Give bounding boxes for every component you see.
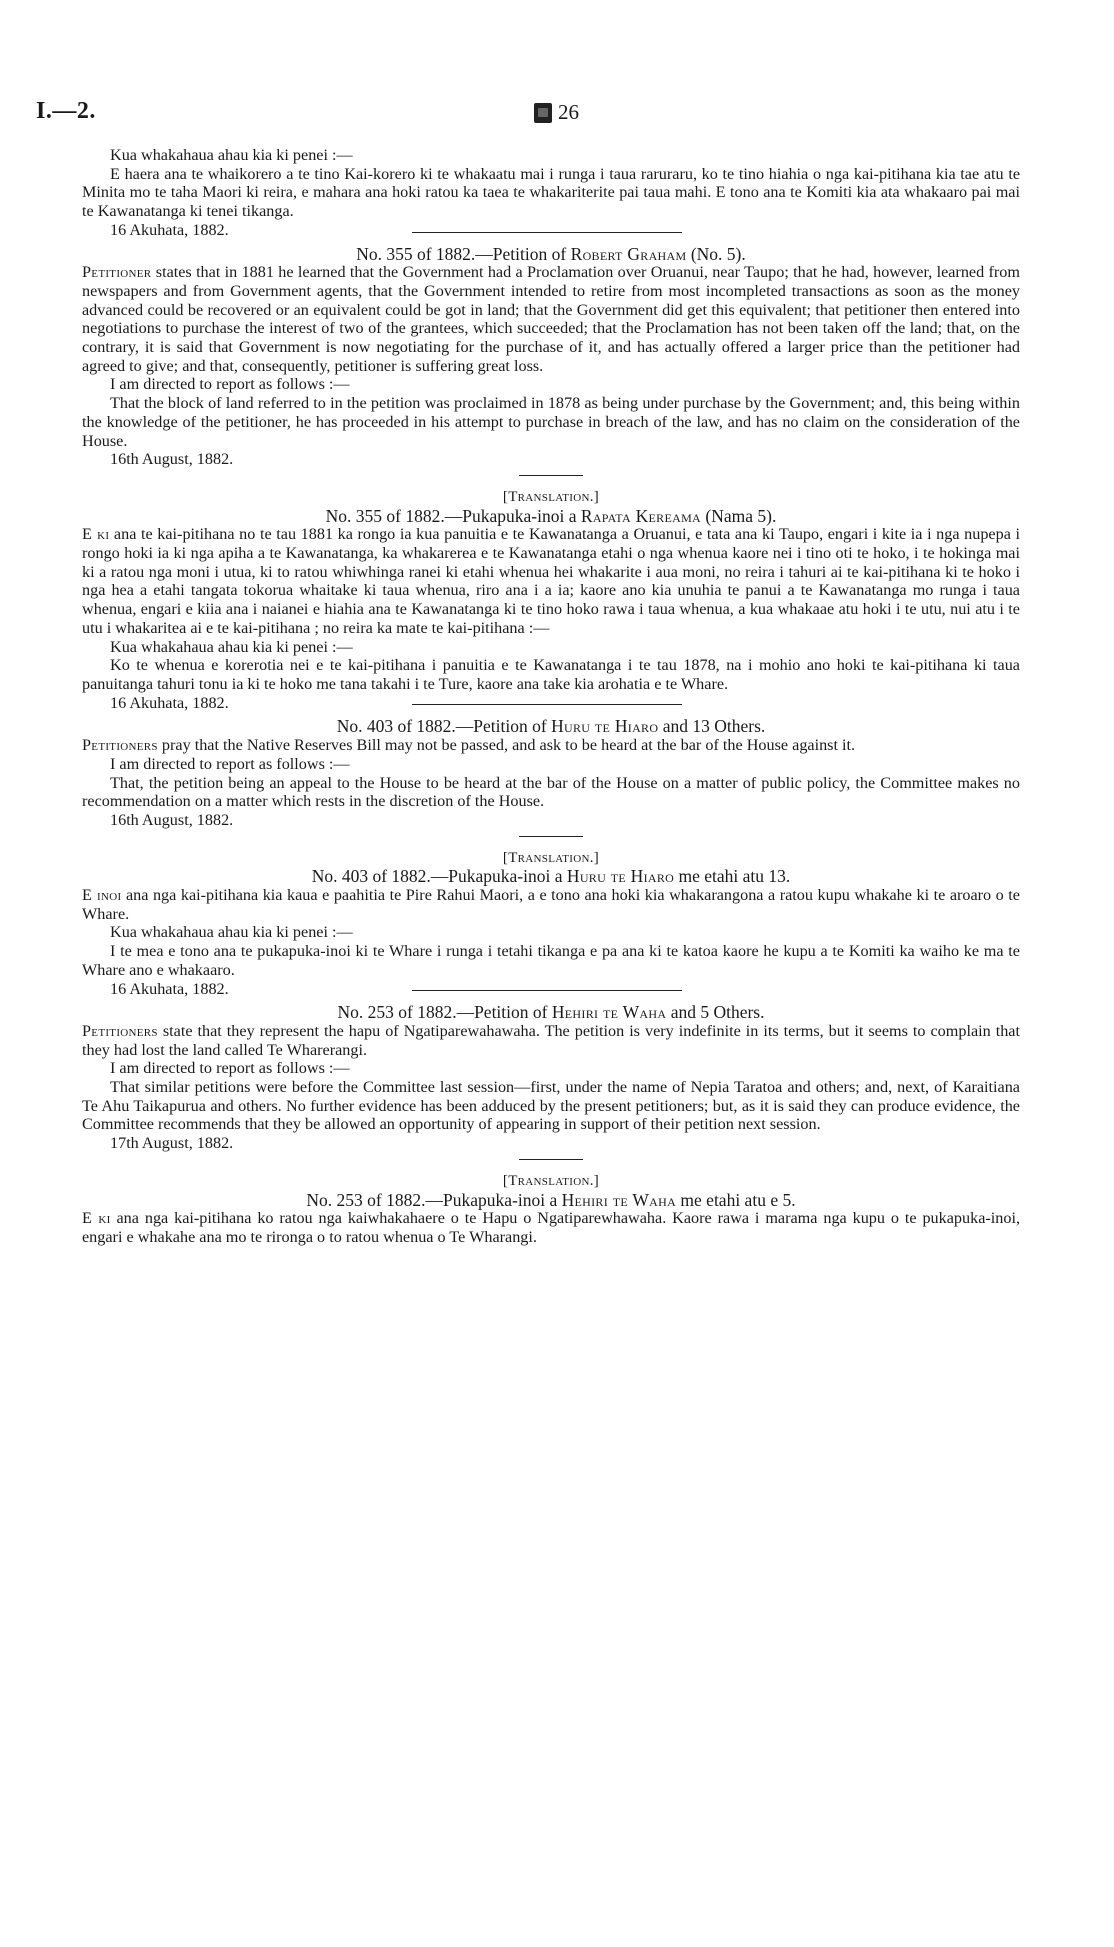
directed-line: I am directed to report as follows :—: [110, 1059, 350, 1078]
petition-text: ana te kai-pitihana no te tau 1881 ka rongo ia kua panuitia e te Kawanatanga a Oruanui, e tata ana ki Taupo, engari i kite ia i nga nupepa i rongo hoki ia ki nga apiha a te Kawanatanga, ka whakarerea e te Kawanatanga etahi o nga whenua kaore nei i tino oti te hoko, i te hokinga mai ki a ratou nga moni i utua, ki to ratou whiwhinga ranei ki etahi whenua hei whakarite i aua moni, no reira i tahuri ai te kai-pitihana ki te hoko i nga hea a etahi tangata tokorua whaitake ki taua whenua, riro ana i a ia; kaore ano kia unuhia te panui a te Kawanatanga mo runga i taua whenua, engari e kiia ana i naianei e hiahia ana te Kawanatanga ki te tino hoko rawa i taua whenua, a kua whakaae atu hoki i te utu, nui atu i te utu i whakaritea ai e te kai-pitihana ; no reira ka mate te kai-pitihana :—: [82, 525, 1020, 637]
petition-text: ana nga kai-pitihana ko ratou nga kaiwhakahaere o te Hapu o Ngatiparewhawaha. Kaore rawa i marama nga kupu o te pukapuka-inoi, engari e whakahe ana mo te rironga o to ratou whenua o Te Wharangi.: [82, 1209, 1020, 1246]
lead-word: Petitioner: [82, 263, 152, 282]
report-paragraph: That similar petitions were before the Committee last session—first, under the name of Nepia Taratoa and others; and, next, of Karaitiana Te Ahu Taikapurua and others. No further evidence has been adduced by the present petitioners; but, as it is said they can produce evidence, the Committee recommends that they be allowed an opportunity of appearing in support of their petition next session.: [82, 1078, 1020, 1134]
directed-line: Kua whakahaua ahau kia ki penei :—: [110, 637, 353, 656]
translation-label: [Translation.]: [502, 1172, 600, 1189]
lead-word: E ki: [82, 525, 110, 544]
petition-text: pray that the Native Reserves Bill may not be passed, and ask to be heard at the bar of the House against it.: [157, 736, 856, 755]
petition-paragraph: [82, 886, 1020, 923]
heading-number: No. 403 of 1882.—Petition of: [336, 716, 552, 737]
directed-line: Kua whakahaua ahau kia ki penei :—: [110, 146, 353, 164]
petition-heading: [82, 1003, 1020, 1022]
lead-word: Petitioners: [82, 736, 158, 755]
heading-number: No. 403 of 1882.—Pukapuka-inoi a: [311, 866, 567, 887]
petition-paragraph: [82, 736, 1020, 755]
petition-text: states that in 1881 he learned that the Government had a Proclamation over Oruanui, near Taupo; that he had, however, learned from newspapers and from Government agents, that the Government intended to retire from most incompleted transactions as soon as the money advanced could be recovered or an equivalent could be got in land; that the Government did get this equivalent; that petitioner then entered into negotiations to purchase the interest of two of the grantees, which succeeded; that the Proclamation has not been taken off the land; that, on the contrary, it is said that Government is now negotiating for the purchase of it, and has actually offered a larger price than the petitioner had agreed to give; and that, consequently, petitioner is suffering great loss.: [82, 263, 1020, 375]
heading-number: No. 253 of 1882.—Pukapuka-inoi a: [306, 1189, 562, 1210]
petition-text: ana nga kai-pitihana kia kaua e paahitia te Pire Rahui Maori, a e tono ana hoki kia whakarangona a ratou kupu whakahe ki te aroaro o te Whare.: [82, 886, 1020, 923]
report-paragraph: E haera ana te whaikorero a te tino Kai-korero ki te whakaatu mai i runga i taua raruraru, ko te tino hiahia o nga kai-pitihana kia tae atu te Minita mo te taha Maori ki reira, e mahara ana hoki ratou ka taea te whakariterite pai taua mahi. E tono ana te Komiti kia ata whakaaro pai mai te Kawanatanga ki tenei tikanga.: [82, 164, 1020, 221]
report-date: 17th August, 1882.: [110, 1134, 234, 1153]
petitioner-name: Huru te Hiaro: [551, 716, 659, 737]
petition-heading: [82, 717, 1020, 736]
heading-suffix: (No. 5).: [686, 243, 746, 264]
petitioner-name: Huru te Hiaro: [566, 866, 675, 887]
printer-seal-icon: [534, 103, 552, 123]
petitioner-name: Robert Graham: [570, 243, 687, 264]
petition-paragraph: [82, 263, 1020, 375]
heading-number: No. 355 of 1882.—Petition of: [356, 243, 571, 264]
lead-word: E ki: [82, 1209, 111, 1228]
report-paragraph: Ko te whenua e korerotia nei e te kai-pitihana i panuitia e te Kawanatanga i te tau 1878, na i mohio ano hoki te kai-pitihana ki taua panuitanga tahuri tonu ia ki te hoko me tana takahi i te Ture, kaore ana take kia arohatia e te Whare.: [82, 656, 1020, 693]
heading-suffix: me etahi atu e 5.: [676, 1189, 796, 1210]
lead-word: E inoi: [82, 886, 122, 905]
report-date: 16th August, 1882.: [110, 810, 234, 829]
report-date: 16th August, 1882.: [110, 450, 234, 469]
page-reference: I.—2.: [36, 98, 96, 124]
petition-heading: [82, 1191, 1020, 1210]
report-date: 16 Akuhata, 1882.: [110, 220, 229, 239]
report-paragraph: That the block of land referred to in the petition was proclaimed in 1878 as being under purchase by the Government; and, this being within the knowledge of the petitioner, he has proceeded in his attempt to purchase in breach of the law, and has no claim on the consideration of the House.: [82, 394, 1020, 450]
translation-label: [Translation.]: [502, 849, 600, 866]
petition-heading: [82, 245, 1020, 264]
heading-suffix: (Nama 5).: [701, 505, 777, 526]
report-date: 16 Akuhata, 1882.: [110, 979, 229, 998]
petition-text: state that they represent the hapu of Ngatiparewahawaha. The petition is very indefinite in its terms, but it seems to complain that they had lost the land called Te Wharerangi.: [82, 1021, 1020, 1059]
heading-suffix: me etahi atu 13.: [674, 866, 791, 887]
document-body: [82, 146, 1020, 1247]
heading-suffix: and 5 Others.: [666, 1002, 765, 1023]
report-date: 16 Akuhata, 1882.: [110, 693, 229, 712]
page-header: [0, 98, 1114, 128]
page-number-block: [534, 100, 579, 125]
petition-heading: [82, 507, 1020, 526]
petition-paragraph: [82, 1022, 1020, 1059]
petition-paragraph: [82, 525, 1020, 637]
directed-line: Kua whakahaua ahau kia ki penei :—: [110, 923, 353, 942]
petition-paragraph: [82, 1209, 1020, 1246]
heading-suffix: and 13 Others.: [658, 716, 766, 737]
petitioner-name: Hehiri te Waha: [561, 1189, 677, 1210]
heading-number: No. 355 of 1882.—Pukapuka-inoi a: [325, 505, 581, 526]
directed-line: I am directed to report as follows :—: [110, 375, 350, 394]
petitioner-name: Hehiri te Waha: [551, 1002, 667, 1023]
heading-number: No. 253 of 1882.—Petition of: [337, 1002, 552, 1023]
lead-word: Petitioners: [82, 1021, 158, 1040]
report-paragraph: That, the petition being an appeal to the House to be heard at the bar of the House on a matter of public policy, the Committee makes no recommendation on a matter which rests in the discretion of the House.: [82, 773, 1020, 811]
petition-heading: [82, 867, 1020, 886]
page-number: 26: [558, 100, 579, 124]
directed-line: I am directed to report as follows :—: [110, 754, 350, 773]
petitioner-name: Rapata Kereama: [580, 505, 702, 526]
translation-label: [Translation.]: [502, 488, 600, 505]
report-paragraph: I te mea e tono ana te pukapuka-inoi ki te Whare i runga i tetahi tikanga e pa ana ki te katoa kaore he kupu a te Komiti ka waiho ke ma te Whare ano e whakaaro.: [82, 942, 1020, 979]
